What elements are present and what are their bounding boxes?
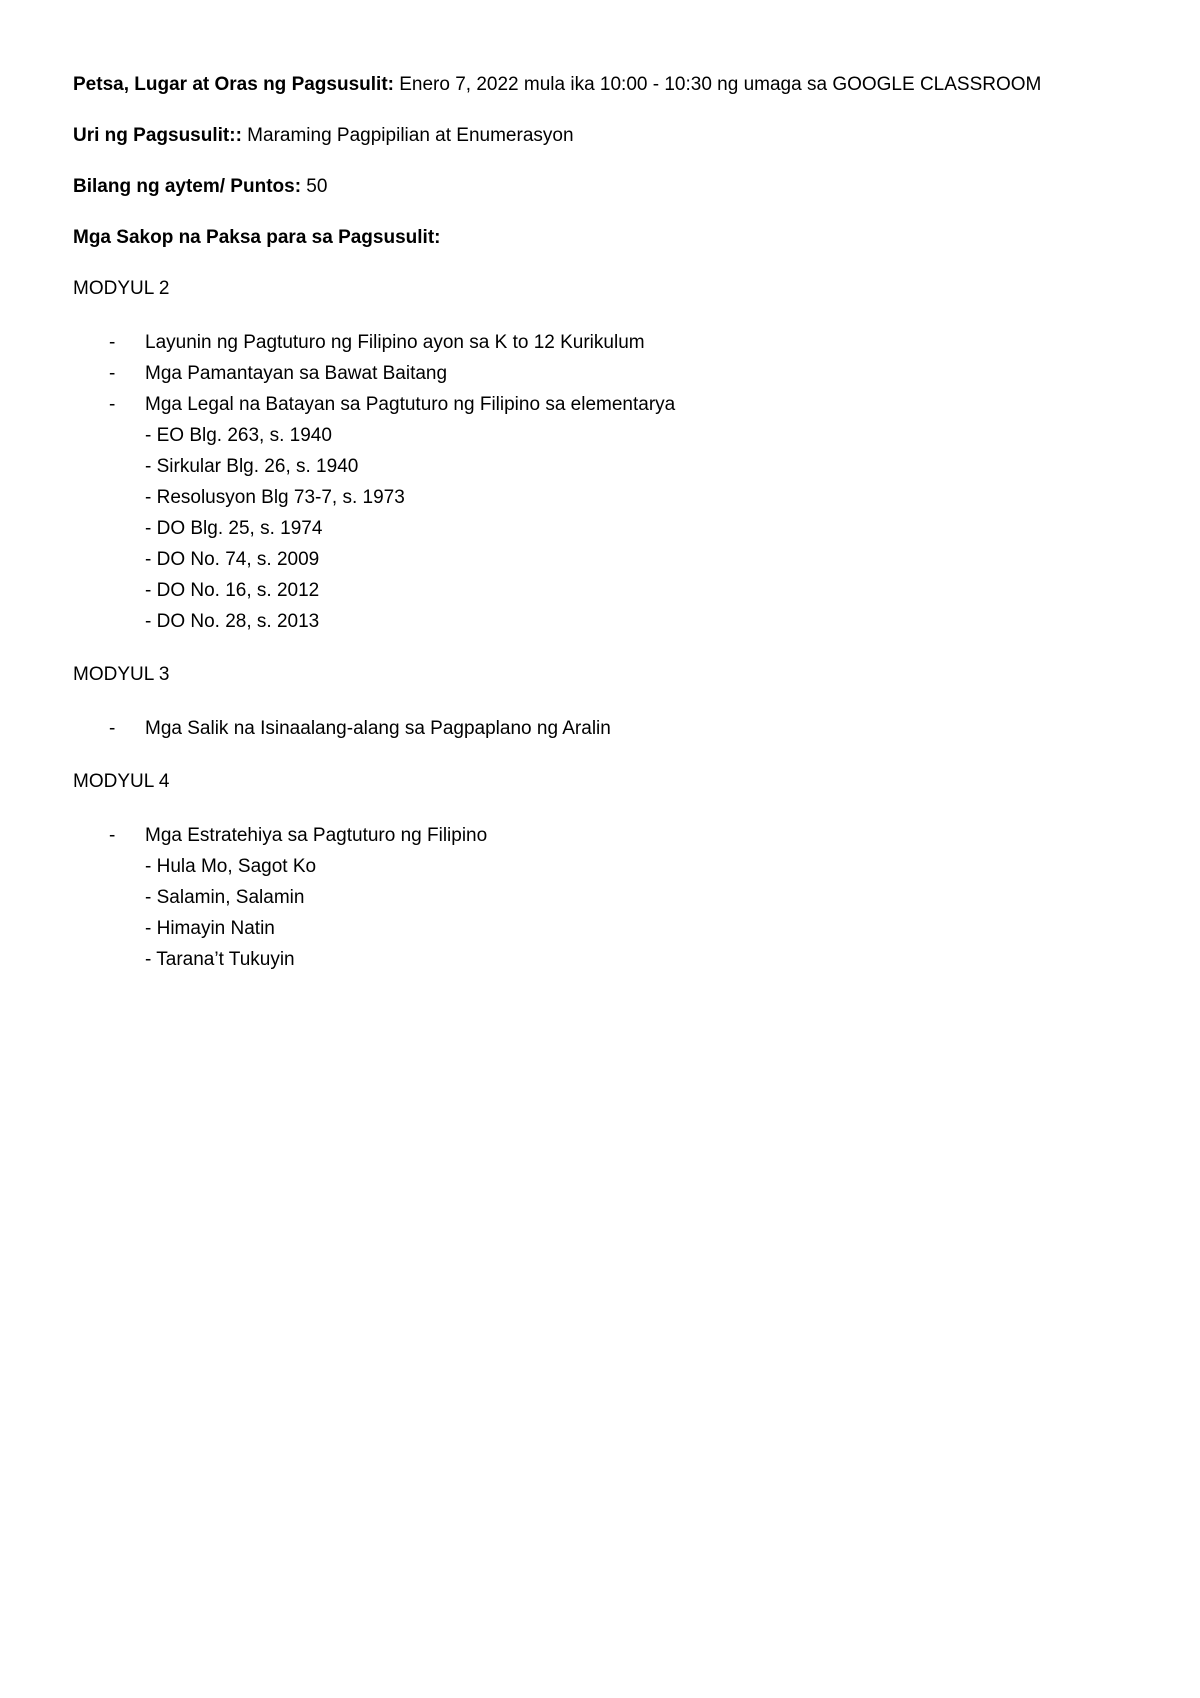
topic-text: Mga Estratehiya sa Pagtuturo ng Filipino [145,825,488,846]
module-title: MODYUL 3 [73,664,170,685]
item-count [73,174,1153,200]
item-count-label: Bilang ng aytem/ Puntos: [73,176,302,197]
topic-list [73,820,1153,975]
document-page [73,72,1153,1000]
module-section [73,276,1153,637]
topic-text: Mga Salik na Isinaalang-alang sa Pagpaplano ng Aralin [145,718,611,739]
dash-bullet: - [109,394,116,415]
list-item [73,358,1153,389]
topic-text: Layunin ng Pagtuturo ng Filipino ayon sa K to 12 Kurikulum [145,332,645,353]
sub-list-item: - Resolusyon Blg 73-7, s. 1973 [145,487,405,508]
sub-list-item: - Himayin Natin [145,918,275,939]
item-count-value: 50 [301,176,328,197]
exam-date-place-time [73,72,1153,98]
sub-topic-list [145,851,1153,975]
list-item [73,713,1153,744]
dash-bullet: - [109,718,116,739]
dash-bullet: - [109,825,116,846]
sub-list-item: - DO Blg. 25, s. 1974 [145,518,323,539]
topics-covered-heading: Mga Sakop na Paksa para sa Pagsusulit: [73,227,441,248]
dash-bullet: - [109,363,116,384]
sub-list-item: - DO No. 28, s. 2013 [145,611,320,632]
module-title: MODYUL 4 [73,771,170,792]
topic-text: Mga Legal na Batayan sa Pagtuturo ng Filipino sa elementarya [145,394,676,415]
sub-list-item: - Sirkular Blg. 26, s. 1940 [145,456,359,477]
module-section [73,769,1153,975]
sub-list-item: - Salamin, Salamin [145,887,305,908]
sub-list-item: - DO No. 16, s. 2012 [145,580,320,601]
sub-list-item: - Tarana’t Tukuyin [145,949,295,970]
sub-topic-list [145,420,1153,637]
sub-list-item: - EO Blg. 263, s. 1940 [145,425,332,446]
list-item [73,389,1153,637]
exam-type [73,123,1153,149]
sub-list-item: - DO No. 74, s. 2009 [145,549,320,570]
exam-date-label: Petsa, Lugar at Oras ng Pagsusulit: [73,74,394,95]
topic-list [73,327,1153,637]
exam-type-value: Maraming Pagpipilian at Enumerasyon [241,125,574,146]
module-section [73,662,1153,744]
dash-bullet: - [109,332,116,353]
list-item [73,820,1153,975]
list-item [73,327,1153,358]
sub-list-item: - Hula Mo, Sagot Ko [145,856,317,877]
topic-list [73,713,1153,744]
exam-type-label: Uri ng Pagsusulit:: [73,125,242,146]
exam-date-value: Enero 7, 2022 mula ika 10:00 - 10:30 ng umaga sa GOOGLE CLASSROOM [393,74,1042,95]
topic-text: Mga Pamantayan sa Bawat Baitang [145,363,448,384]
module-title: MODYUL 2 [73,278,170,299]
